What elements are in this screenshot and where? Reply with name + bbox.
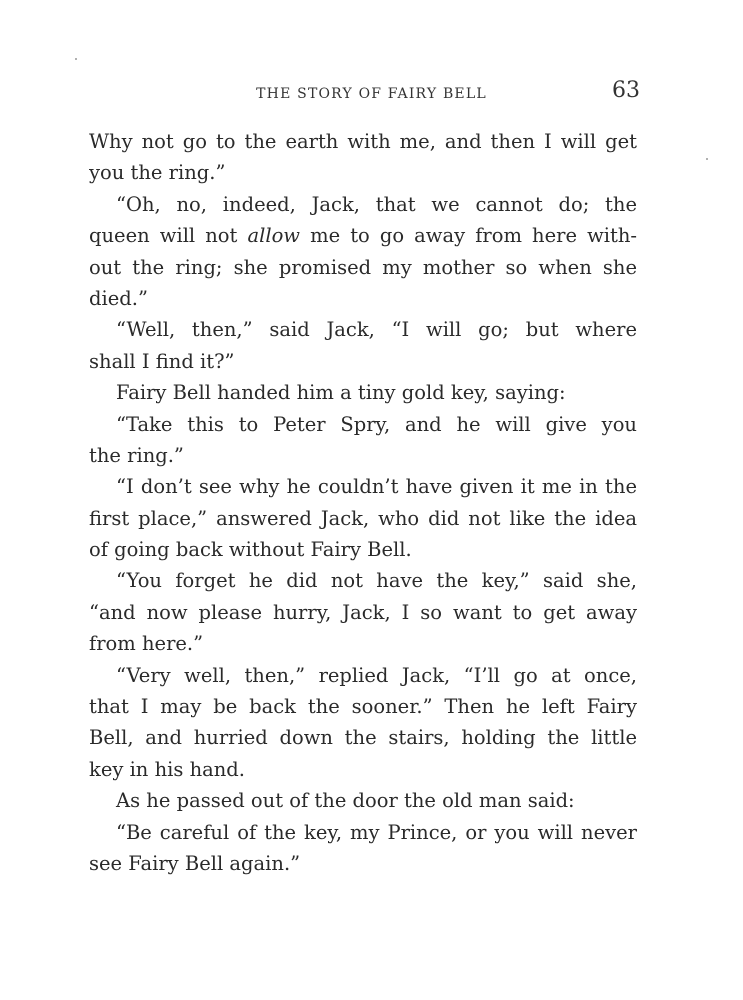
running-head-title: THE STORY OF FAIRY BELL — [256, 86, 487, 102]
text-line: first place,” answered Jack, who did not like the idea — [89, 506, 637, 530]
text-segment: me to go away from here with- — [300, 224, 637, 248]
text-line: that I may be back the sooner.” Then he left Fairy — [89, 695, 637, 719]
text-segment: queen will not — [89, 224, 248, 248]
text-line: Fairy Bell handed him a tiny gold key, saying: — [116, 381, 566, 405]
text-line: key in his hand. — [89, 757, 245, 781]
paper-speck — [75, 58, 77, 60]
text-line: “I don’t see why he couldn’t have given it me in the — [116, 475, 637, 499]
text-line: out the ring; she promised my mother so when she — [89, 255, 637, 279]
text-line: shall I find it?” — [89, 349, 235, 373]
text-line: Bell, and hurried down the stairs, holding the little — [89, 726, 637, 750]
text-line: “and now please hurry, Jack, I so want to get away — [89, 600, 637, 624]
text-line — [89, 220, 637, 251]
text-line: “Be careful of the key, my Prince, or you will never — [116, 820, 637, 844]
italic-word: allow — [247, 224, 300, 248]
paper-speck — [706, 158, 708, 160]
body-text — [89, 126, 637, 879]
text-line: “Oh, no, indeed, Jack, that we cannot do; the — [116, 192, 637, 216]
text-line: Why not go to the earth with me, and then I will get — [89, 130, 637, 153]
text-line: As he passed out of the door the old man said: — [116, 789, 575, 813]
text-line: of going back without Fairy Bell. — [89, 538, 412, 562]
text-line: see Fairy Bell again.” — [89, 851, 301, 875]
text-line: “Take this to Peter Spry, and he will give you — [116, 412, 637, 436]
text-line: from here.” — [89, 632, 204, 656]
text-line: the ring.” — [89, 443, 184, 467]
text-line: died.” — [89, 286, 148, 310]
text-line: you the ring.” — [89, 161, 226, 185]
text-line: “Well, then,” said Jack, “I will go; but where — [116, 318, 637, 342]
text-line: “You forget he did not have the key,” said she, — [116, 569, 637, 593]
text-line: “Very well, then,” replied Jack, “I’ll go at once, — [116, 663, 637, 687]
page-number: 63 — [612, 78, 640, 103]
